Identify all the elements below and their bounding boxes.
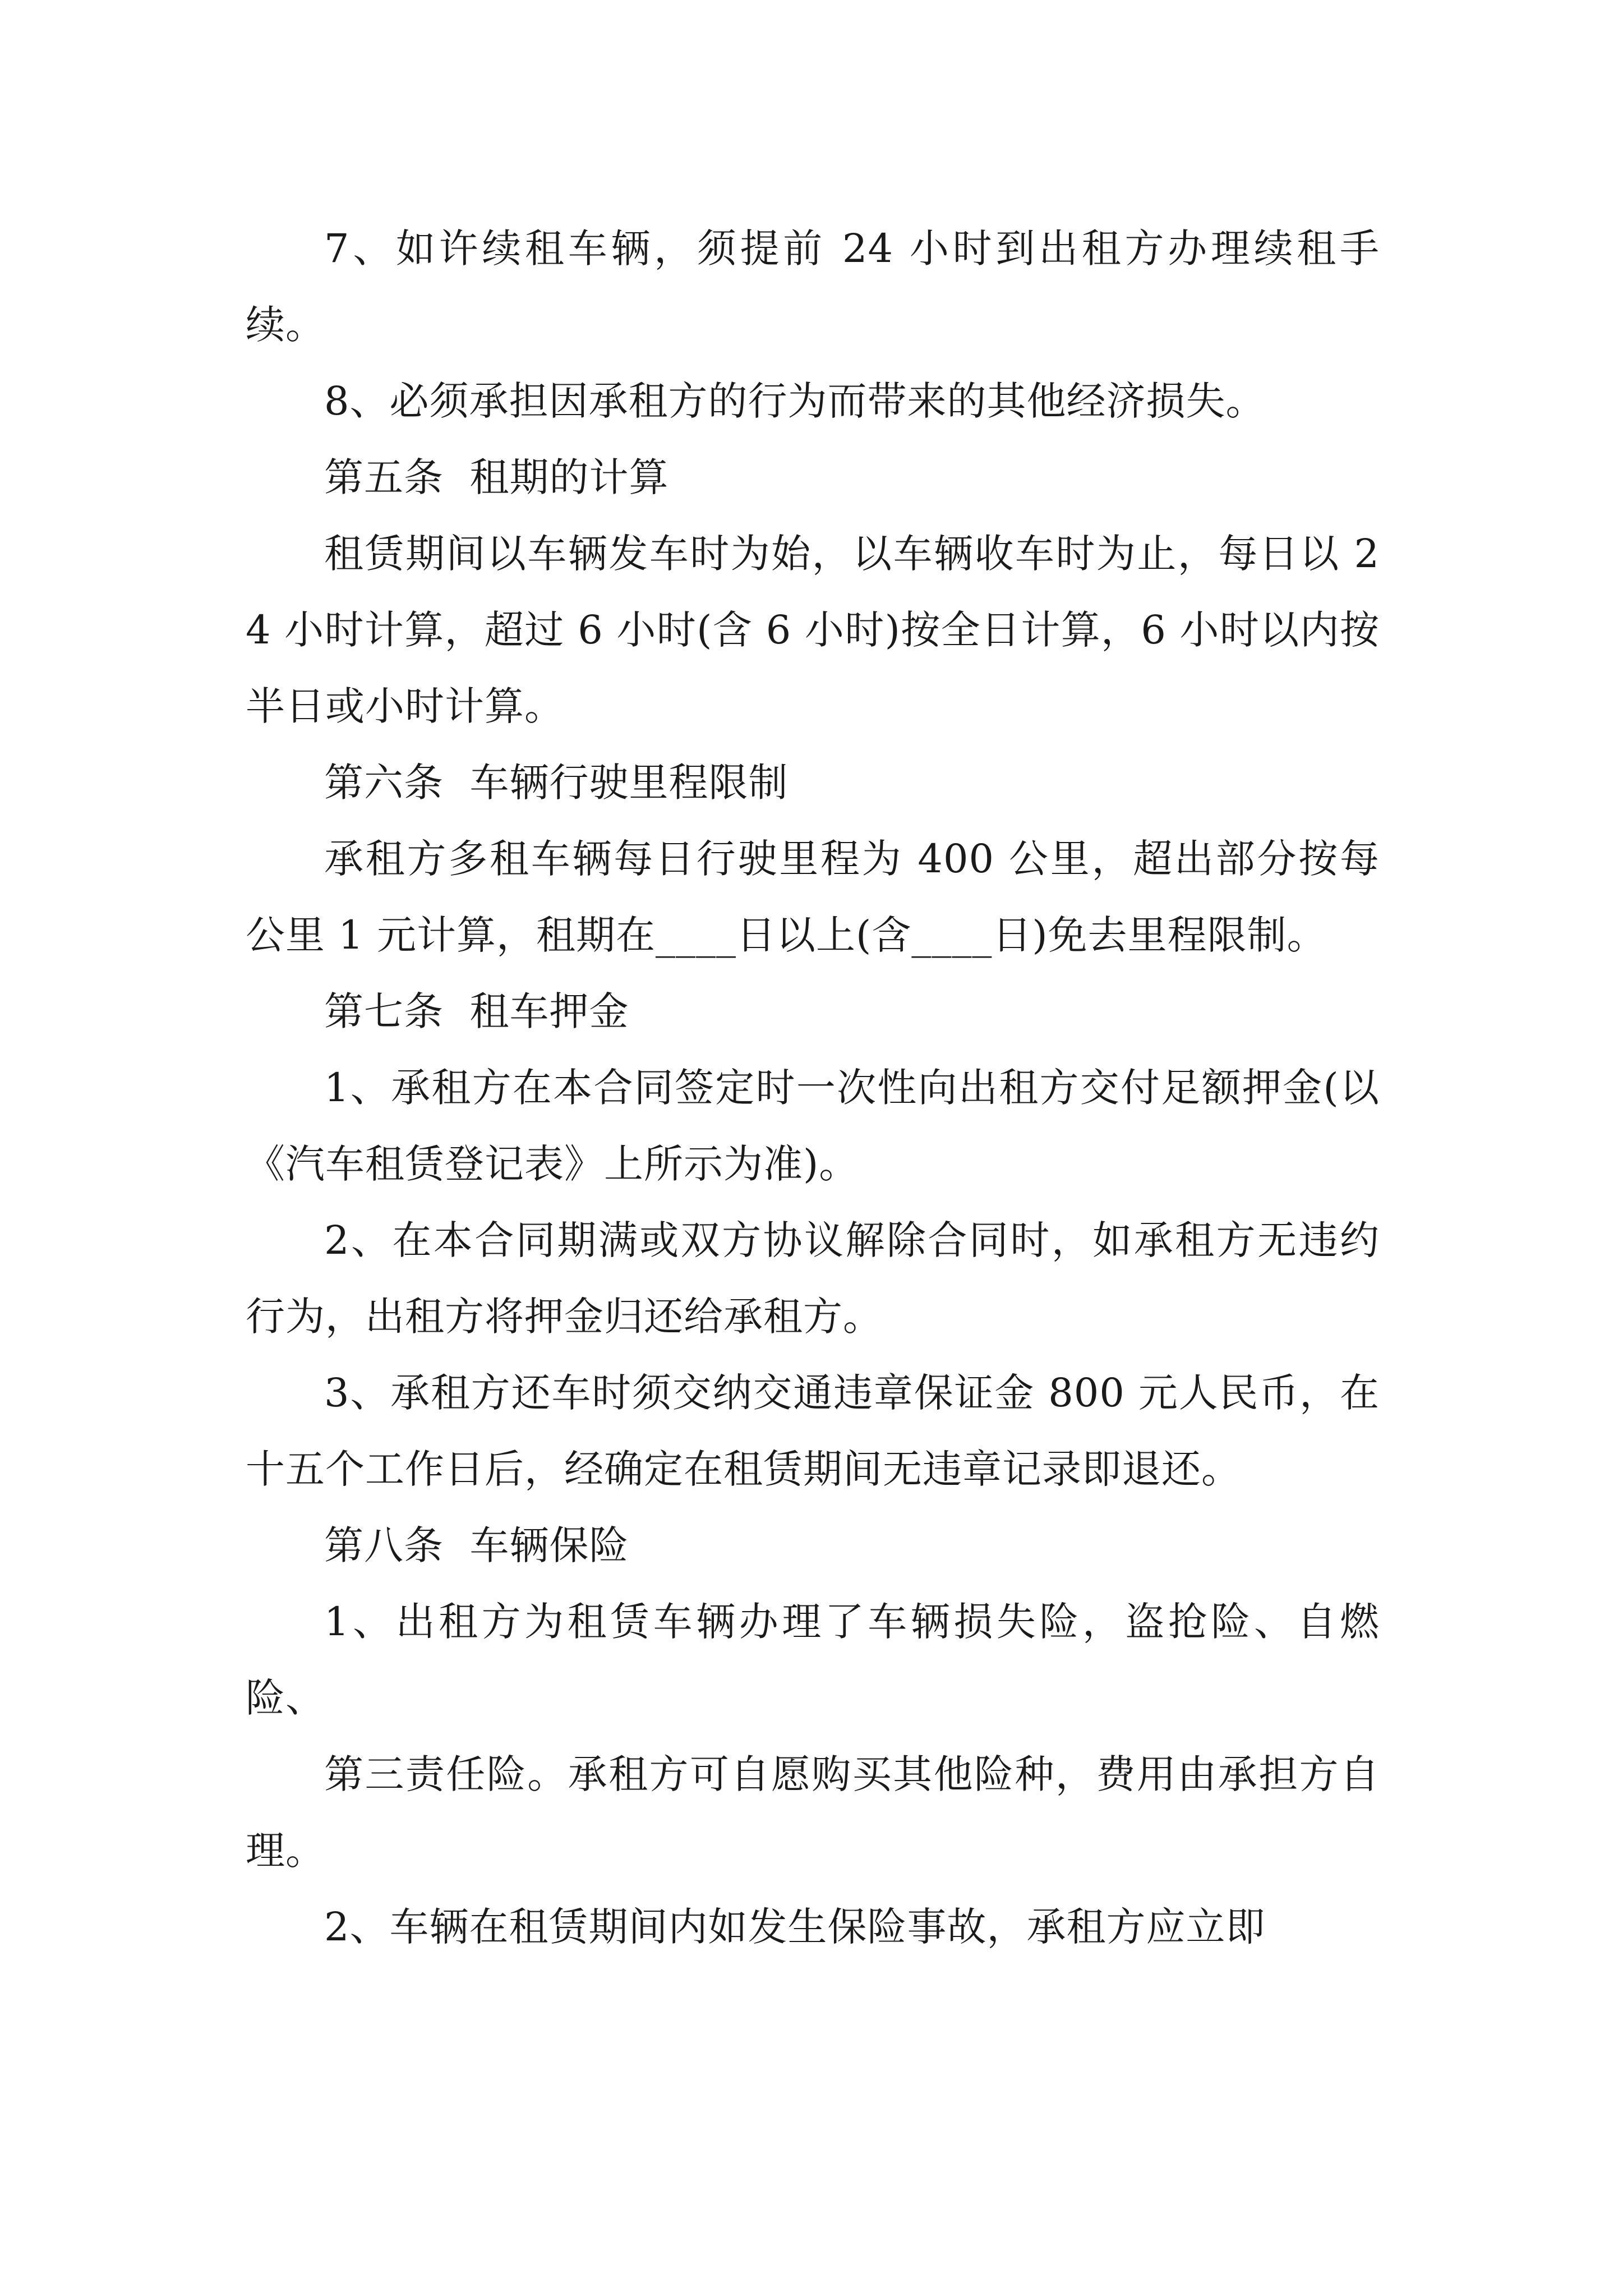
clause-7-renewal: 7、如许续租车辆，须提前 24 小时到出租方办理续租手续。	[246, 226, 1380, 348]
article-8-item-1-continued: 第三责任险。承租方可自愿购买其他险种，费用由承担方自理。	[246, 1751, 1380, 1874]
clause-8-losses: 8、必须承担因承租方的行为而带来的其他经济损失。	[324, 378, 1266, 424]
article-7-item-2: 2、在本合同期满或双方协议解除合同时，如承租方无违约行为，出租方将押金归还给承租方。	[246, 1217, 1380, 1340]
article-5-body: 租赁期间以车辆发车时为始，以车辆收车时为止，每日以 24 小时计算，超过 6 小时(含 6 小时)按全日计算，6 小时以内按半日或小时计算。	[246, 531, 1380, 729]
article-6-body: 承租方多租车辆每日行驶里程为 400 公里，超出部分按每公里 1 元计算，租期在____日以上(含____日)免去里程限制。	[246, 836, 1380, 958]
article-7-item-1: 1、承租方在本合同签定时一次性向出租方交付足额押金(以《汽车租赁登记表》上所示为准)。	[246, 1065, 1380, 1187]
article-6-heading: 第六条 车辆行驶里程限制	[324, 760, 789, 806]
document-body	[246, 210, 1380, 1965]
article-8-heading: 第八条 车辆保险	[324, 1522, 629, 1568]
article-8-item-2: 2、车辆在租赁期间内如发生保险事故，承租方应立即	[324, 1904, 1266, 1950]
article-7-heading: 第七条 租车押金	[324, 988, 629, 1034]
article-7-item-3: 3、承租方还车时须交纳交通违章保证金 800 元人民币，在十五个工作日后，经确定在租赁期间无违章记录即退还。	[246, 1370, 1380, 1492]
article-5-heading: 第五条 租期的计算	[324, 454, 669, 500]
article-8-item-1: 1、出租方为租赁车辆办理了车辆损失险，盗抢险、自燃险、	[246, 1599, 1380, 1721]
